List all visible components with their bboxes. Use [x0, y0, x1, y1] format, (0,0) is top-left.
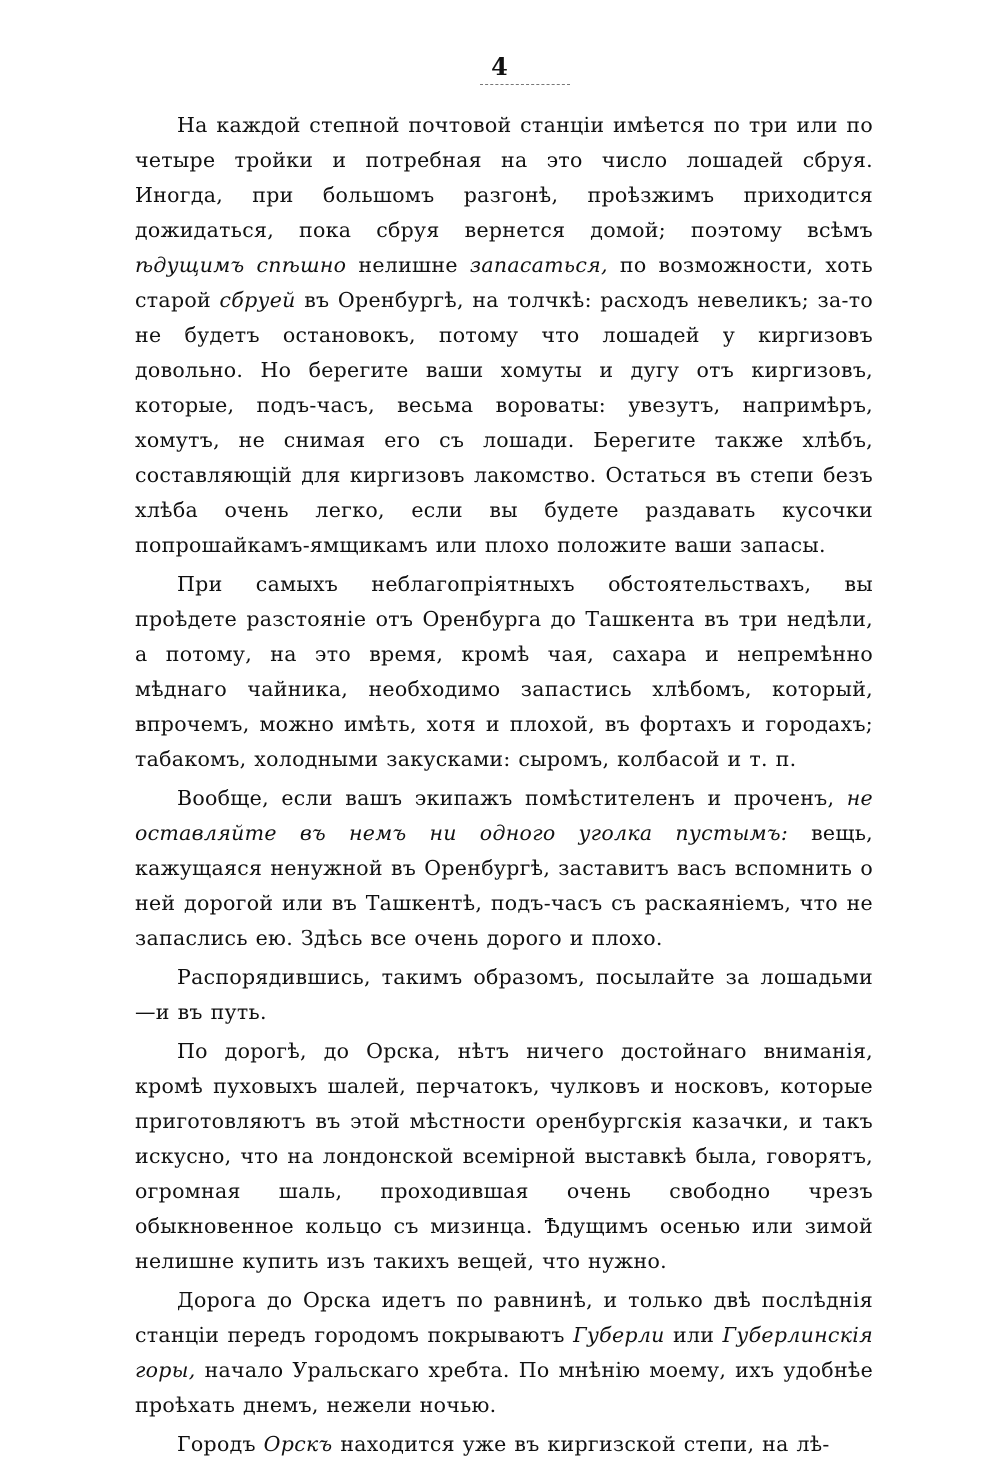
italic-text-segment: не оставляйте въ немъ ни одного уголка пустымъ:	[135, 786, 873, 845]
text-segment: На каждой степной почтовой станціи имѣется по три или по четыре тройки и потребная на это число лошадей сбруя. Иногда, при большомъ разгонѣ, проѣзжимъ приходится дожидаться, пока сбруя вернется домой; поэтому всѣмъ	[135, 113, 873, 242]
italic-text-segment: запасаться,	[469, 253, 608, 277]
text-segment: Распорядившись, такимъ образомъ, посылайте за лошадьми—и въ путь.	[135, 965, 873, 1024]
paragraph	[135, 1427, 873, 1462]
text-segment: начало Уральскаго хребта. По мнѣнію моему, ихъ удобнѣе проѣхать днемъ, нежели ночью.	[135, 1358, 873, 1417]
paragraph	[135, 108, 873, 563]
text-segment: Вообще, если вашъ экипажъ помѣстителенъ и проченъ,	[177, 786, 847, 810]
text-body	[135, 108, 873, 1462]
italic-text-segment: Губерлинскія горы,	[135, 1323, 873, 1382]
text-segment: нелишне	[346, 253, 470, 277]
italic-text-segment: Губерли	[573, 1323, 665, 1347]
italic-text-segment: ѣдущимъ спѣшно	[135, 253, 347, 277]
italic-text-segment: сбруей	[219, 288, 296, 312]
paragraph	[135, 781, 873, 956]
text-segment: При самыхъ неблагопріятныхъ обстоятельствахъ, вы проѣдете разстояніе отъ Оренбурга до Ташкента въ три недѣли, а потому, на это время, кромѣ чая, сахара и непремѣнно мѣднаго чайника, необходимо запастись хлѣбомъ, который, впрочемъ, можно имѣть, хотя и плохой, въ фортахъ и городахъ; табакомъ, холодными закусками: сыромъ, колбасой и т. п.	[135, 572, 873, 771]
text-segment: Дорога до Орска идетъ по равнинѣ, и только двѣ послѣднія станціи передъ городомъ покрываютъ	[135, 1288, 873, 1347]
text-segment: въ Оренбургѣ, на толчкѣ: расходъ невеликъ; за-то не будетъ остановокъ, потому что лошадей у киргизовъ довольно. Но берегите ваши хомуты и дугу отъ киргизовъ, которые, подъ-часъ, весьма вороваты: увезутъ, напримѣръ, хомутъ, не снимая его съ лошади. Берегите также хлѣбъ, составляющій для киргизовъ лакомство. Остаться въ степи безъ хлѣба очень легко, если вы будете раздавать кусочки попрошайкамъ-ямщикамъ или плохо положите ваши запасы.	[135, 288, 873, 557]
paragraph	[135, 960, 873, 1030]
page-number-rule	[480, 84, 570, 85]
italic-text-segment: Орскъ	[263, 1432, 333, 1456]
text-segment: вещь, кажущаяся ненужной въ Оренбургѣ, заставитъ васъ вспомнить о ней дорогой или въ Ташкентѣ, подъ-часъ съ раскаяніемъ, что не запаслись ею. Здѣсь все очень дорого и плохо.	[135, 821, 873, 950]
text-segment: или	[664, 1323, 723, 1347]
text-segment: Городъ	[177, 1432, 264, 1456]
paragraph	[135, 1034, 873, 1279]
paragraph	[135, 567, 873, 777]
page-number: 4	[491, 52, 509, 81]
text-segment: По дорогѣ, до Орска, нѣтъ ничего достойнаго вниманія, кромѣ пуховыхъ шалей, перчатокъ, чулковъ и носковъ, которые приготовляютъ въ этой мѣстности оренбургскія казачки, и такъ искусно, что на лондонской всемірной выставкѣ была, говорятъ, огромная шаль, проходившая очень свободно чрезъ обыкновенное кольцо съ мизинца. Ѣдущимъ осенью или зимой нелишне купить изъ такихъ вещей, что нужно.	[135, 1039, 873, 1273]
text-segment: по возможности, хоть старой	[135, 253, 873, 312]
paragraph	[135, 1283, 873, 1423]
text-segment: находится уже въ киргизской степи, на лѣ-	[332, 1432, 830, 1456]
